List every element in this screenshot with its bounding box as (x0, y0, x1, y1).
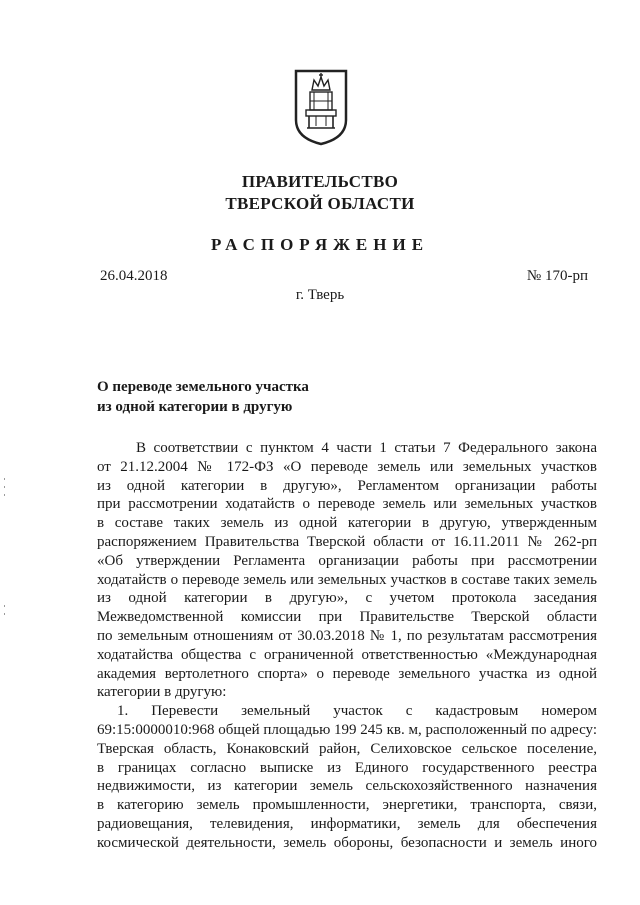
subject-line: О переводе земельного участка (97, 379, 309, 395)
document-type: РАСПОРЯЖЕНИЕ (210, 235, 430, 254)
body-line: ходатайств о переводе земель или земельных участков в составе таких земель (97, 571, 597, 588)
body-line: ходатайства общества с ограниченной ответственностью «Международная (97, 646, 597, 663)
document-date: 26.04.2018 (100, 268, 168, 284)
body-line: распоряжением Правительства Тверской области от 16.11.2011 № 262-рп (97, 533, 597, 550)
document-body (97, 439, 597, 853)
government-title-line2: ТВЕРСКОЙ ОБЛАСТИ (225, 194, 415, 213)
body-line: Межведомственной комиссии при Правительстве Тверской области (97, 609, 597, 626)
body-line: В соответствии с пунктом 4 части 1 статьи 7 Федерального закона (136, 440, 597, 456)
government-title-line1: ПРАВИТЕЛЬСТВО (241, 172, 399, 191)
subject-line: из одной категории в другую (97, 399, 293, 415)
body-line: в категорию земель промышленности, энергетики, транспорта, связи, (97, 797, 597, 814)
body-line: из одной категории в другую», с учетом протокола заседания (97, 590, 597, 607)
body-line: 69:15:0000010:968 общей площадью 199 245 кв. м, расположенный по адресу: (97, 721, 597, 738)
scan-margin-marks (4, 605, 7, 621)
coat-of-arms-icon (293, 68, 349, 146)
body-line: категории в другую: (97, 684, 227, 701)
document-city: г. Тверь (295, 287, 345, 303)
document-subject (97, 377, 309, 417)
body-line: в составе таких земель из одной категории в другую, утвержденным (97, 515, 597, 532)
body-line: Тверская область, Конаковский район, Селиховское сельское поселение, (97, 740, 597, 757)
body-line: недвижимости, из категории земель сельскохозяйственного назначения (97, 778, 597, 795)
body-line: от 21.12.2004 № 172-ФЗ «О переводе земель или земельных участков (97, 458, 597, 475)
body-line: в границах согласно выписке из Единого государственного реестра (97, 759, 597, 776)
document-number: № 170-рп (526, 268, 588, 284)
body-line: космической деятельности, земель обороны, безопасности и земель иного (97, 834, 597, 851)
body-line: 1. Перевести земельный участок с кадастровым номером (117, 703, 597, 720)
scan-margin-marks (4, 478, 7, 502)
body-line: академия вертолетного спорта» о переводе земельного участка из одной (97, 665, 597, 682)
body-line: по земельным отношениям от 30.03.2018 № 1, по результатам рассмотрения (97, 627, 597, 644)
body-line: радиовещания, телевидения, информатики, земель для обеспечения (97, 815, 597, 832)
body-line: из одной категории в другую», Регламентом организации работы (97, 477, 597, 494)
body-line: «Об утверждении Регламента организации работы при рассмотрении (97, 552, 597, 569)
body-line: при рассмотрении ходатайств о переводе земель или земельных участков (97, 496, 597, 513)
